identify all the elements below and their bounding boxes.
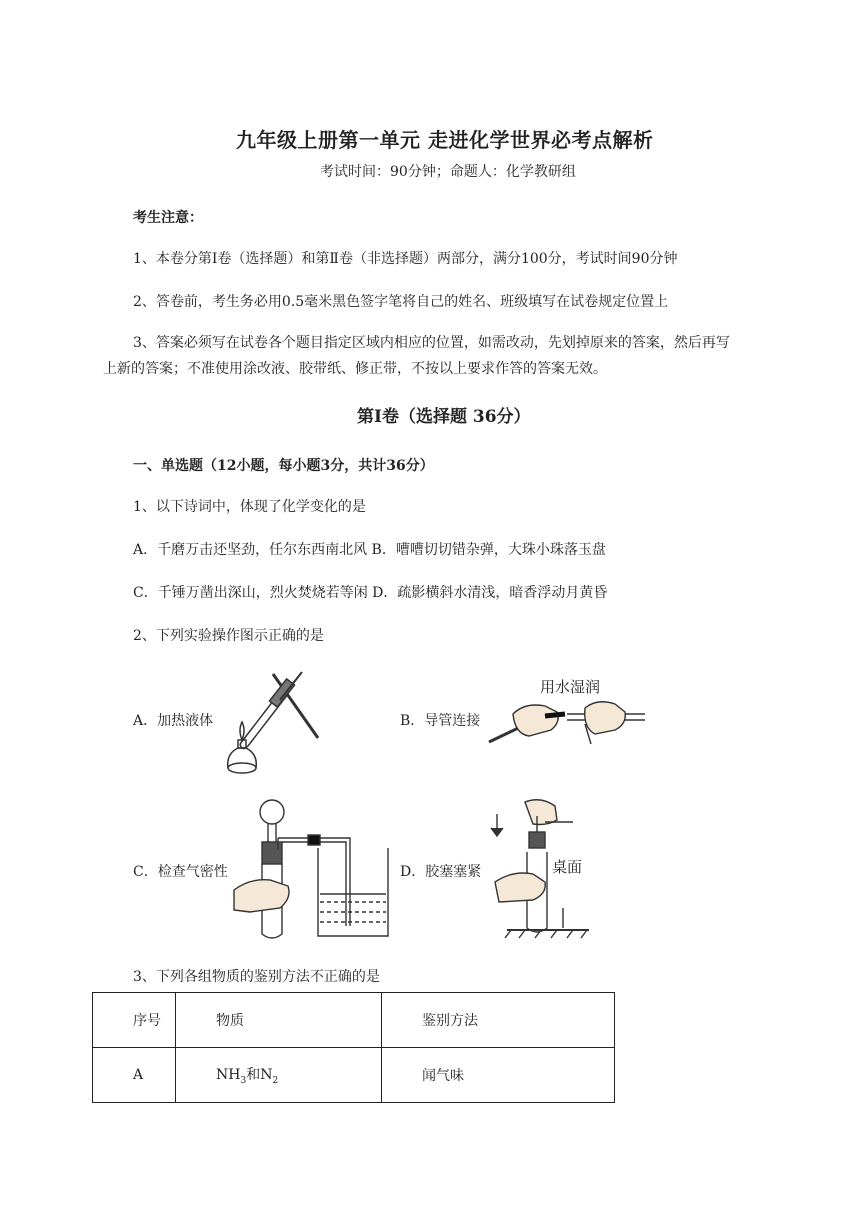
q2-option-d: D．胶塞塞紧 (400, 864, 482, 880)
q2-option-b: B．导管连接 (400, 713, 481, 729)
substance-part: NH (216, 1067, 241, 1084)
q1-options-cd: C．千锤万凿出深山，烈火焚烧若等闲 D．疏影横斜水清浅，暗香浮动月黄昏 (133, 585, 608, 601)
notice-item-3-cont: 上新的答案；不准使用涂改液、胶带纸、修正带，不按以上要求作答的答案无效。 (103, 361, 607, 377)
section-title: 第Ⅰ卷（选择题 36分） (357, 407, 531, 427)
row-id: A (93, 1048, 176, 1103)
substance-part: 和N (246, 1067, 273, 1084)
notice-heading: 考生注意： (133, 210, 203, 226)
row-method: 闻气味 (382, 1048, 615, 1103)
notice-item-2: 2、答卷前，考生务必用0.5毫米黑色签字笔将自己的姓名、班级填写在试卷规定位置上 (133, 294, 669, 310)
notice-item-1: 1、本卷分第Ⅰ卷（选择题）和第Ⅱ卷（非选择题）两部分，满分100分，考试时间90分钟 (133, 251, 678, 267)
figure-b-label: 用水湿润 (540, 678, 601, 696)
airtightness-check-figure (230, 798, 410, 943)
subscript: 3 (240, 1075, 247, 1086)
table-header-row (93, 993, 615, 1048)
q2-stem: 2、下列实验操作图示正确的是 (133, 628, 324, 644)
table-header-id: 序号 (93, 993, 176, 1048)
exam-info: 考试时间：90分钟；命题人：化学教研组 (320, 164, 576, 180)
q1-options-ab: A．千磨万击还坚劲，任尔东西南北风 B．嘈嘈切切错杂弹，大珠小珠落玉盘 (133, 542, 606, 558)
tube-connection-figure (485, 694, 650, 746)
table-header-substance: 物质 (176, 993, 382, 1048)
q3-stem: 3、下列各组物质的鉴别方法不正确的是 (133, 969, 380, 985)
figure-d-label: 桌面 (552, 858, 583, 876)
notice-item-3: 3、答案必须写在试卷各个题目指定区域内相应的位置，如需改动，先划掉原来的答案，然后再写 (133, 335, 730, 351)
q3-table (92, 992, 615, 1103)
part-heading: 一、单选题（12小题，每小题3分，共计36分） (133, 458, 434, 474)
q2-option-c: C．检查气密性 (133, 864, 228, 880)
q2-option-a: A．加热液体 (133, 713, 214, 729)
subscript: 2 (272, 1075, 279, 1086)
table-row (93, 1048, 615, 1103)
row-substance (176, 1048, 382, 1103)
table-header-method: 鉴别方法 (382, 993, 615, 1048)
page-title: 九年级上册第一单元 走进化学世界必考点解析 (236, 128, 654, 152)
heating-liquid-figure (218, 664, 328, 776)
stopper-insert-figure (485, 796, 595, 941)
q1-stem: 1、以下诗词中，体现了化学变化的是 (133, 499, 366, 515)
